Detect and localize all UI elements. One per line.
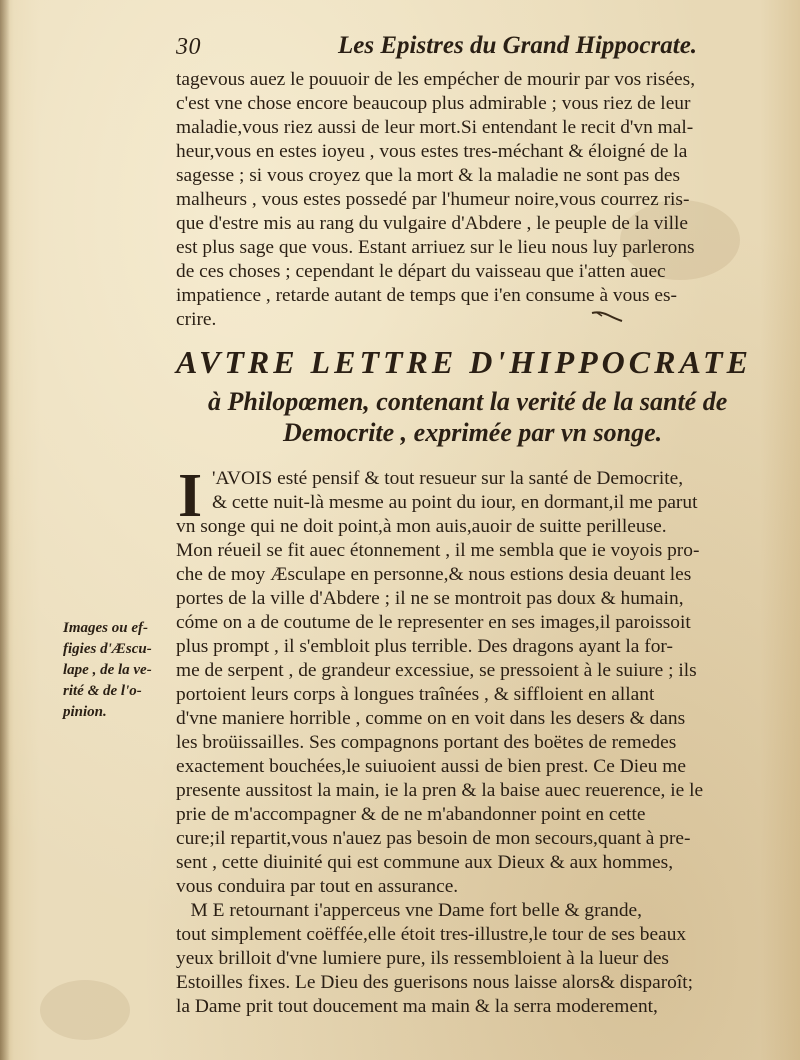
running-head: Les Epistres du Grand Hippocrate.: [338, 32, 698, 59]
text-line: vous conduira par tout en assurance.: [176, 876, 459, 897]
text-line: portoient leurs corps à longues traînées , & siffloient en allant: [176, 684, 655, 705]
text-line: de ces choses ; cependant le départ du vaisseau que i'atten auec: [176, 261, 666, 282]
drop-capital: I: [178, 462, 203, 530]
text-line: malheurs , vous estes possedé par l'humeur noire,vous courrez ris-: [176, 189, 690, 210]
text-line: Mon réueil se fit auec étonnement , il me sembla que ie voyois pro-: [176, 540, 700, 561]
text-line: & cette nuit-là mesme au point du iour, en dormant,il me parut: [212, 492, 698, 513]
gutter-shadow: [0, 0, 10, 1060]
text-line: est plus sage que vous. Estant arriuez sur le lieu nous luy parlerons: [176, 237, 695, 258]
chapter-heading-subtitle-end: Democrite , exprimée par vn songe.: [283, 418, 663, 447]
closing-paragraph: [176, 899, 693, 1019]
text-line: cure;il repartit,vous n'auez pas besoin de mon secours,quant à pre-: [176, 828, 691, 849]
text-line: la Dame prit tout doucement ma main & la serra moderement,: [176, 996, 658, 1017]
text-line: vn songe qui ne doit point,à mon auis,auoir de suitte perilleuse.: [176, 516, 667, 537]
chapter-heading-title: AVTRE LETTRE D'HIPPOCRATE: [176, 344, 752, 380]
text-line: M E retournant i'apperceus vne Dame fort belle & grande,: [176, 900, 643, 921]
text-line: tagevous auez le pouuoir de les empécher de mourir par vos risées,: [176, 69, 696, 90]
margin-note-line: Images ou ef-: [63, 620, 148, 636]
page-header: [176, 32, 776, 66]
margin-note-line: figies d'Æscu-: [63, 641, 152, 657]
paper-stain: [40, 980, 130, 1040]
text-line: presente aussitost la main, ie la pren & la baise auec reuerence, ie le: [176, 780, 704, 801]
text-line: 'AVOIS esté pensif & tout resueur sur la santé de Democrite,: [212, 468, 684, 489]
text-line: prie de m'accompagner & de ne m'abandonner point en cette: [176, 804, 646, 825]
text-line: les broüissailles. Ses compagnons portant des boëtes de remedes: [176, 732, 677, 753]
text-line: impatience , retarde autant de temps que i'en consume à vous es-: [176, 285, 678, 306]
text-line: yeux brilloit d'vne lumiere pure, ils ressembloient à la lueur des: [176, 948, 669, 969]
text-line: crire.: [176, 309, 217, 330]
top-paragraph: [176, 68, 695, 332]
text-line: Estoilles fixes. Le Dieu des guerisons nous laisse alors& disparoît;: [176, 972, 694, 993]
text-line: exactement bouchées,le suiuoient aussi de bien prest. Ce Dieu me: [176, 756, 686, 777]
text-line: que d'estre mis au rang du vulgaire d'Abdere , le peuple de la ville: [176, 213, 689, 234]
margin-note-line: rité & de l'o-: [63, 683, 142, 699]
page-number: 30: [176, 34, 201, 60]
text-line: c'est vne chose encore beaucoup plus admirable ; vous riez de leur: [176, 93, 691, 114]
margin-note: [63, 618, 152, 723]
text-line: tout simplement coëffée,elle étoit tres-illustre,le tour de ses beaux: [176, 924, 687, 945]
flourish-ornament: [590, 309, 624, 323]
main-paragraph: [176, 462, 704, 899]
chapter-heading-subtitle: à Philopœmen, contenant la verité de la santé de: [208, 387, 728, 416]
text-line: cóme on a de coutume de le representer en ses images,il paroissoit: [176, 612, 691, 633]
text-line: sent , cette diuinité qui est commune aux Dieux & aux hommes,: [176, 852, 674, 873]
margin-note-line: pinion.: [63, 704, 107, 720]
text-line: maladie,vous riez aussi de leur mort.Si entendant le recit d'vn mal-: [176, 117, 694, 138]
text-line: portes de la ville d'Abdere ; il ne se montroit pas doux & humain,: [176, 588, 684, 609]
text-line: che de moy Æsculape en personne,& nous estions desia deuant les: [176, 564, 692, 585]
margin-note-line: lape , de la ve-: [63, 662, 152, 678]
text-line: me de serpent , de grandeur excessiue, se pressoient à le suiure ; ils: [176, 660, 697, 681]
text-line: d'vne maniere horrible , comme on en voit dans les desers & dans: [176, 708, 686, 729]
text-line: sagesse ; si vous croyez que la mort & la maladie ne sont pas des: [176, 165, 681, 186]
text-line: plus prompt , il s'embloit plus terrible. Des dragons ayant la for-: [176, 636, 673, 657]
text-line: heur,vous en estes ioyeu , vous estes tres-méchant & éloigné de la: [176, 141, 688, 162]
